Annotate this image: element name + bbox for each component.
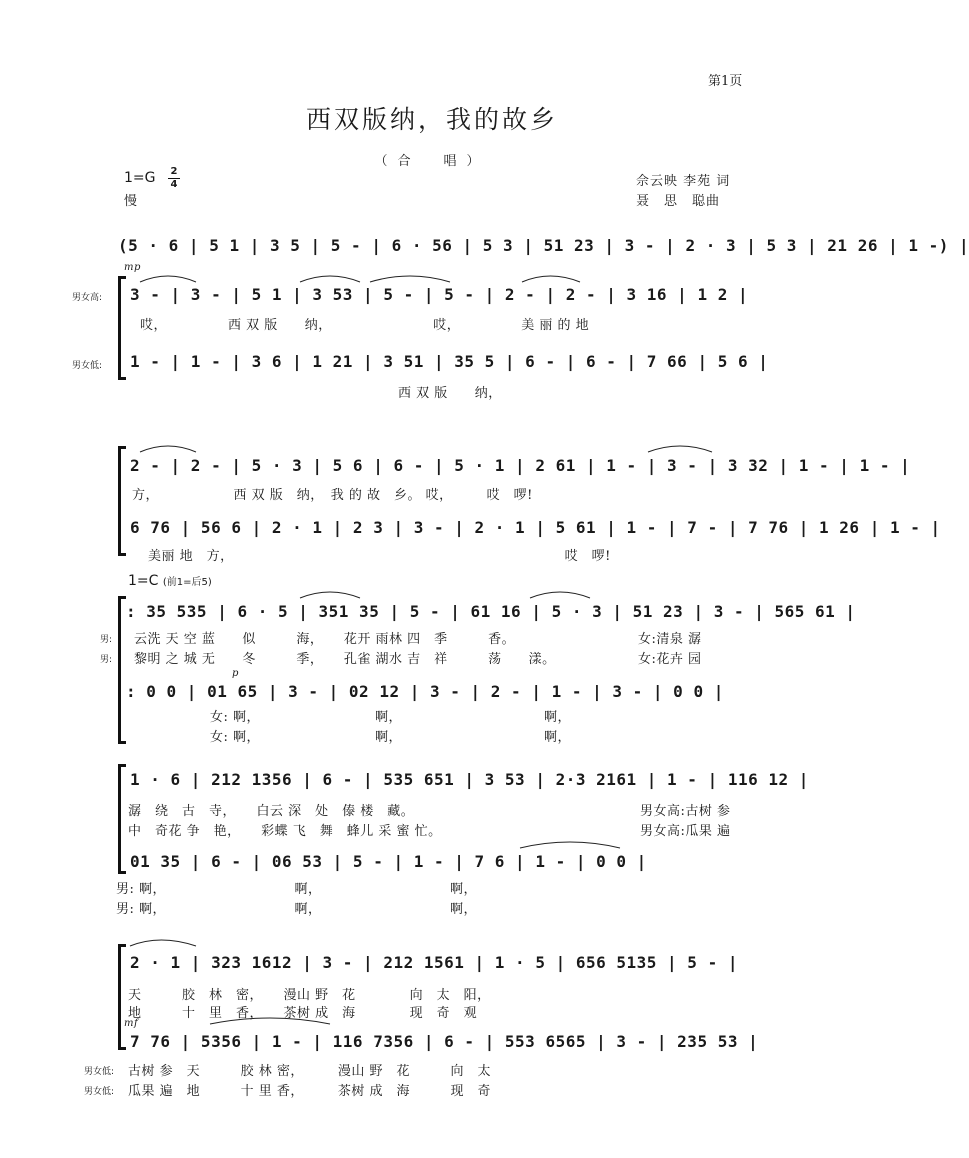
dynamic-mf: mf	[124, 1018, 139, 1029]
composer-credit: 聂 思 聪曲	[636, 194, 721, 209]
slur	[530, 592, 590, 598]
intro-notes: (5 · 6 | 5 1 | 3 5 | 5 - | 6 · 56 | 5 3 | 51 23 | 3 - | 2 · 3 | 5 3 | 21 26 | 1 -) |	[118, 236, 969, 255]
key-change-value: 1=C	[128, 573, 159, 589]
upper-voice-notes: 3 - | 3 - | 5 1 | 3 53 | 5 - | 5 - | 2 - | 2 - | 3 16 | 1 2 |	[130, 285, 749, 304]
key-signature: 1=G	[124, 170, 156, 186]
upper-voice-lyrics: 哎， 西 双 版 纳， 哎， 美 丽 的 地	[140, 318, 590, 333]
subtitle: （合 唱）	[374, 154, 490, 169]
key-change-note: (前1=后5)	[162, 577, 212, 588]
tempo-marking: 慢	[124, 194, 138, 209]
page-number: 第1页	[708, 74, 743, 89]
lower-voice-notes: : 0 0 | 01 65 | 3 - | 02 12 | 3 - | 2 - | 1 - | 3 - | 0 0 |	[126, 682, 724, 701]
lyrics-verse-2: 地 十 里 香， 茶树 成 海 现 奇 观	[128, 1006, 478, 1021]
upper-voice-notes: 1 · 6 | 212 1356 | 6 - | 535 651 | 3 53 | 2·3 2161 | 1 - | 116 12 |	[130, 770, 809, 789]
lyrics-verse-2: 中 奇花 争 艳， 彩蝶 飞 舞 蜂儿 采 蜜 忙。	[128, 824, 442, 839]
upper-voice-label: 男女高:	[72, 293, 103, 303]
slur	[140, 446, 196, 452]
slur	[140, 276, 196, 282]
lower-voice-label: 男女低:	[72, 361, 103, 371]
time-signature-top: 2	[170, 166, 178, 177]
slur	[130, 940, 196, 946]
voice-label-a: 男女低:	[84, 1067, 115, 1077]
lyrics-lower-2: 瓜果 遍 地 十 里 香， 茶树 成 海 现 奇	[128, 1084, 492, 1099]
slur	[370, 276, 450, 282]
upper-voice-notes: 2 - | 2 - | 5 · 3 | 5 6 | 6 - | 5 · 1 | 2 61 | 1 - | 3 - | 3 32 | 1 - | 1 - |	[130, 456, 911, 475]
lyrics-verse-1: 云洗 天 空 蓝 似 海， 花开 雨林 四 季 香。	[134, 632, 516, 647]
lyrics-lower-1: 古树 参 天 胶 林 密， 漫山 野 花 向 太	[128, 1064, 492, 1079]
voice-label-a: 男:	[100, 635, 113, 645]
dynamic-p: p	[232, 668, 239, 679]
dynamic-mp: mp	[124, 262, 141, 273]
upper-voice-lyrics: 方， 西 双 版 纳， 我 的 故 乡。 哎， 哎 啰!	[132, 488, 533, 503]
upper-voice-notes: : 35 535 | 6 · 5 | 351 35 | 5 - | 61 16 | 5 · 3 | 51 23 | 3 - | 565 61 |	[126, 602, 856, 621]
lyrics-verse-1: 天 胶 林 密， 漫山 野 花 向 太 阳，	[128, 988, 491, 1003]
lyrics-verse-1-tail: 女:清泉 潺	[638, 632, 702, 647]
lyrics-verse-2-tail: 女:花卉 园	[638, 652, 702, 667]
lower-voice-notes: 6 76 | 56 6 | 2 · 1 | 2 3 | 3 - | 2 · 1 | 5 61 | 1 - | 7 - | 7 76 | 1 26 | 1 - |	[130, 518, 941, 537]
lower-voice-lyrics: 西 双 版 纳，	[398, 386, 502, 401]
lyrics-verse-2-tail: 男女高:瓜果 遍	[640, 824, 731, 839]
upper-voice-notes: 2 · 1 | 323 1612 | 3 - | 212 1561 | 1 · 5 | 656 5135 | 5 - |	[130, 953, 738, 972]
lyrics-verse-1: 潺 绕 古 寺， 白云 深 处 傣 楼 藏。	[128, 804, 415, 819]
voice-label-b: 男:	[100, 655, 113, 665]
time-signature-bottom: 4	[170, 179, 178, 190]
ah-line-1: 女: 啊， 啊， 啊，	[210, 710, 572, 725]
lower-voice-notes: 7 76 | 5356 | 1 - | 116 7356 | 6 - | 553 6565 | 3 - | 235 53 |	[130, 1032, 759, 1051]
slur	[520, 842, 620, 848]
lower-voice-notes: 1 - | 1 - | 3 6 | 1 21 | 3 51 | 35 5 | 6 - | 6 - | 7 66 | 5 6 |	[130, 352, 769, 371]
ah-line-1: 男: 啊， 啊， 啊，	[116, 882, 478, 897]
lyrics-verse-2: 黎明 之 城 无 冬 季， 孔雀 湖水 吉 祥 荡 漾。	[134, 652, 556, 667]
page-title: 西双版纳，我的故乡	[305, 105, 558, 134]
voice-label-b: 男女低:	[84, 1087, 115, 1097]
slur	[210, 1018, 330, 1024]
slur	[300, 276, 360, 282]
lyrics-verse-1-tail: 男女高:古树 参	[640, 804, 731, 819]
ah-line-2: 女: 啊， 啊， 啊，	[210, 730, 572, 745]
lower-voice-notes: 01 35 | 6 - | 06 53 | 5 - | 1 - | 7 6 | 1 - | 0 0 |	[130, 852, 647, 871]
slur	[522, 276, 580, 282]
slur	[300, 592, 360, 598]
lyricist-credit: 佘云映 李苑 词	[636, 174, 731, 189]
slur	[648, 446, 712, 452]
lower-voice-lyrics: 美丽 地 方， 哎 啰!	[148, 549, 611, 564]
ah-line-2: 男: 啊， 啊， 啊，	[116, 902, 478, 917]
